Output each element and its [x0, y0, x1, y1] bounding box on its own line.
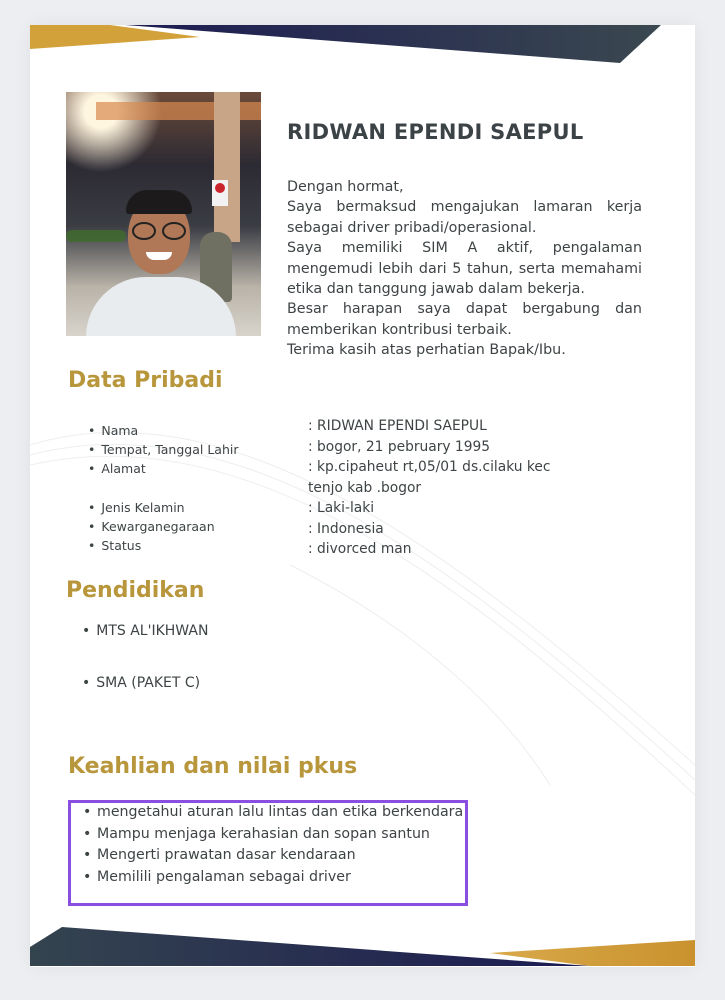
value-kewarganegaraan: : Indonesia [308, 520, 384, 537]
profile-photo [66, 92, 261, 336]
label-jenis-kelamin: • Jenis Kelamin [88, 500, 185, 515]
label-kewarganegaraan: • Kewarganegaraan [88, 519, 215, 534]
value-ttl: : bogor, 21 pebruary 1995 [308, 438, 491, 455]
letter-closing: Terima kasih atas perhatian Bapak/Ibu. [287, 342, 566, 359]
skills-list [71, 802, 465, 888]
value-nama: : RIDWAN EPENDI SAEPUL [308, 418, 487, 434]
section-title-pendidikan: Pendidikan [66, 578, 205, 603]
letter-line: Besar harapan saya dapat bergabung dan memberikan kontribusi terbaik. [287, 301, 642, 338]
letter-greeting: Dengan hormat, [287, 179, 404, 195]
skill-item: • Memilili pengalaman sebagai driver [97, 867, 465, 889]
value-alamat-cont: tenjo kab .bogor [308, 479, 422, 496]
applicant-name: RIDWAN EPENDI SAEPUL [287, 120, 584, 144]
skill-item: • mengetahui aturan lalu lintas dan etika berkendara [97, 802, 465, 824]
value-alamat: : kp.cipaheut rt,05/01 ds.cilaku kec [308, 459, 551, 475]
label-alamat: • Alamat [88, 461, 146, 476]
skill-item: • Mengerti prawatan dasar kendaraan [97, 845, 465, 867]
cv-page [30, 25, 695, 967]
education-item: • MTS AL'IKHWAN [82, 623, 208, 639]
letter-line: Saya memiliki SIM A aktif, pengalaman mengemudi lebih dari 5 tahun, serta memahami etika dan tanggung jawab dalam bekerja. [287, 240, 642, 298]
skill-item: • Mampu menjaga kerahasian dan sopan santun [97, 824, 465, 846]
label-status: • Status [88, 538, 141, 553]
letter-line: Saya bermaksud mengajukan lamaran kerja sebagai driver pribadi/operasional. [287, 199, 642, 236]
cover-letter [287, 177, 642, 361]
value-status: : divorced man [308, 541, 412, 557]
label-nama: • Nama [88, 423, 138, 438]
value-jenis-kelamin: : Laki-laki [308, 500, 375, 516]
skills-highlight-box [68, 800, 468, 906]
section-title-data-pribadi: Data Pribadi [68, 368, 223, 393]
education-item: • SMA (PAKET C) [82, 675, 200, 691]
label-ttl: • Tempat, Tanggal Lahir [88, 442, 238, 457]
section-title-keahlian: Keahlian dan nilai pkus [68, 754, 358, 779]
